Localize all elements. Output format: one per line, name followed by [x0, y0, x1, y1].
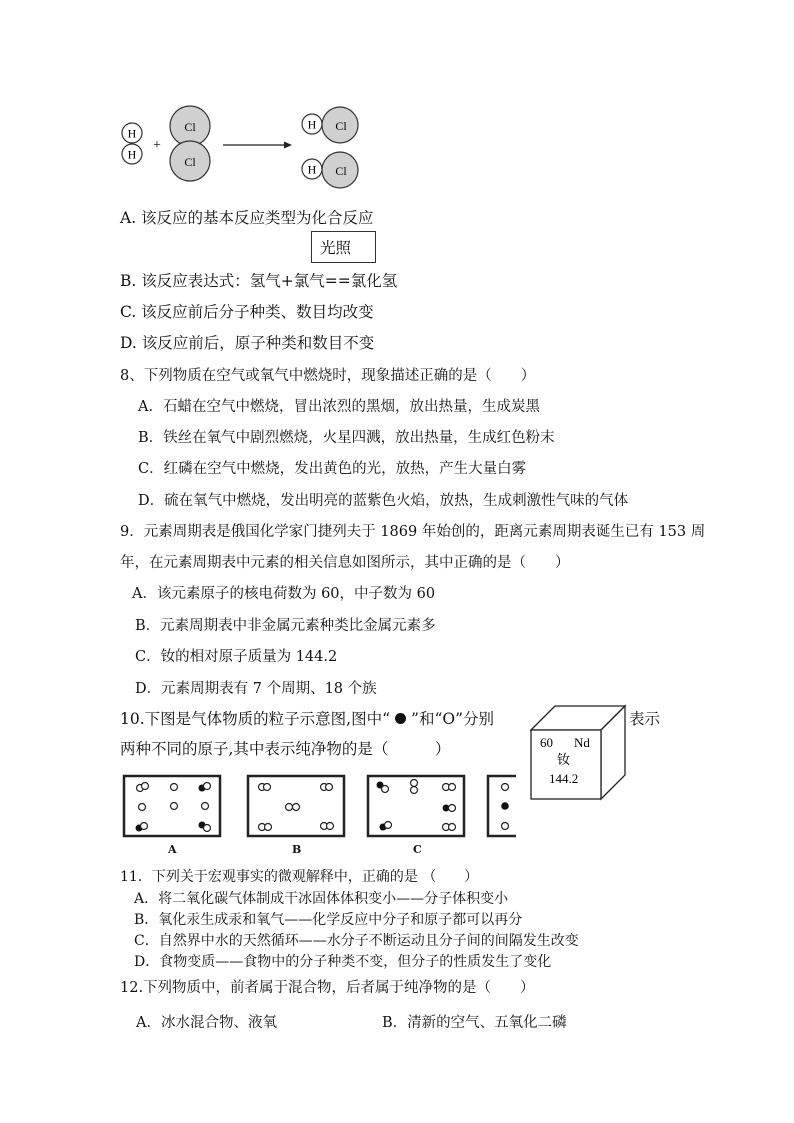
reactant-h2	[122, 123, 142, 164]
svg-text:H: H	[127, 126, 137, 141]
q11-stem: 11．下列关于宏观事实的微观解释中，正确的是 （ ）	[120, 869, 479, 885]
particle-label-a: A	[168, 843, 177, 856]
q12-option-b: B．清新的空气、五氧化二磷	[382, 1015, 567, 1031]
q10-stem-suffix: 表示	[629, 710, 661, 728]
q8-stem: 8、下列物质在空气或氧气中燃烧时，现象描述正确的是（ ）	[120, 368, 536, 384]
q9-stem-line1: 9．元素周期表是俄国化学家门捷列夫于 1869 年始创的，距离元素周期表诞生已有 153 周	[120, 524, 706, 540]
q7-option-d: D. 该反应前后，原子种类和数目不变	[120, 334, 375, 352]
particle-box-b	[246, 774, 346, 838]
q8-option-c: C．红磷在空气中燃烧，发出黄色的光，放热，产生大量白雾	[138, 461, 527, 477]
q7-option-a: A. 该反应的基本反应类型为化合反应	[120, 209, 374, 227]
svg-text:H: H	[307, 162, 317, 177]
q7-option-c: C. 该反应前后分子种类、数目均改变	[120, 303, 374, 321]
particle-label-b: B	[292, 843, 302, 856]
svg-text:H: H	[307, 117, 317, 132]
q11-option-c: C．自然界中水的天然循环——水分子不断运动且分子间的间隔发生改变	[134, 933, 579, 949]
q11-option-d: D．食物变质——食物中的分子种类不变，但分子的性质发生了变化	[134, 954, 552, 970]
particle-box-c	[366, 774, 466, 838]
q9-option-d: D．元素周期表有 7 个周期、18 个族	[135, 681, 377, 697]
q9-stem-line2: 年，在元素周期表中元素的相关信息如图所示，其中正确的是（ ）	[120, 555, 570, 571]
q11-option-a: A．将二氧化碳气体制成干冰固体体积变小——分子体积变小	[134, 891, 509, 907]
q8-option-b: B．铁丝在氧气中剧烈燃烧，火星四溅，放出热量，生成红色粉末	[138, 430, 555, 446]
svg-text:Cl: Cl	[335, 164, 347, 178]
reaction-diagram	[110, 100, 380, 190]
product-hcl-1	[302, 107, 358, 143]
particle-label-c: C	[413, 843, 422, 856]
q10-stem-part1: 10.下图是气体物质的粒子示意图,图中“	[120, 710, 391, 728]
q9-option-b: B．元素周期表中非金属元素种类比金属元素多	[135, 618, 436, 634]
element-name: 钕	[557, 752, 571, 767]
q10-stem-part2: ”和“O”分别	[411, 710, 494, 728]
q12-stem: 12.下列物质中，前者属于混合物，后者属于纯净物的是（ ）	[120, 980, 535, 996]
element-symbol: Nd	[574, 735, 590, 750]
svg-text:Cl: Cl	[184, 120, 196, 134]
condition-label: 光照	[320, 239, 352, 257]
q9-option-a: A．该元素原子的核电荷数为 60，中子数为 60	[132, 586, 436, 602]
element-number: 60	[540, 735, 553, 750]
q10-stem-line1	[120, 707, 494, 729]
q10-stem-line2: 两种不同的原子,其中表示纯净物的是（ ）	[120, 740, 451, 758]
svg-text:Cl: Cl	[335, 119, 347, 133]
product-hcl-2	[302, 152, 358, 188]
particle-box-d-partial	[486, 774, 516, 838]
q8-option-a: A．石蜡在空气中燃烧，冒出浓烈的黑烟，放出热量，生成炭黑	[138, 399, 540, 415]
q11-option-b: B．氧化汞生成汞和氧气——化学反应中分子和原子都可以再分	[134, 912, 523, 928]
reaction-arrow	[223, 142, 292, 149]
plus-sign: +	[153, 138, 161, 153]
element-card	[529, 703, 629, 803]
reactant-cl2	[170, 106, 210, 181]
q9-option-c: C．钕的相对原子质量为 144.2	[135, 649, 338, 665]
q7-option-b: B. 该反应表达式：氢气+氯气==氯化氢	[120, 272, 398, 290]
black-atom-icon	[395, 713, 406, 724]
q12-option-a: A．冰水混合物、液氧	[136, 1015, 277, 1031]
q8-option-d: D．硫在氧气中燃烧，发出明亮的蓝紫色火焰，放热，生成刺激性气味的气体	[138, 493, 629, 509]
element-mass: 144.2	[549, 771, 579, 786]
svg-text:Cl: Cl	[184, 155, 196, 169]
condition-box	[311, 231, 376, 263]
particle-box-a	[122, 774, 222, 838]
svg-text:H: H	[127, 147, 137, 162]
